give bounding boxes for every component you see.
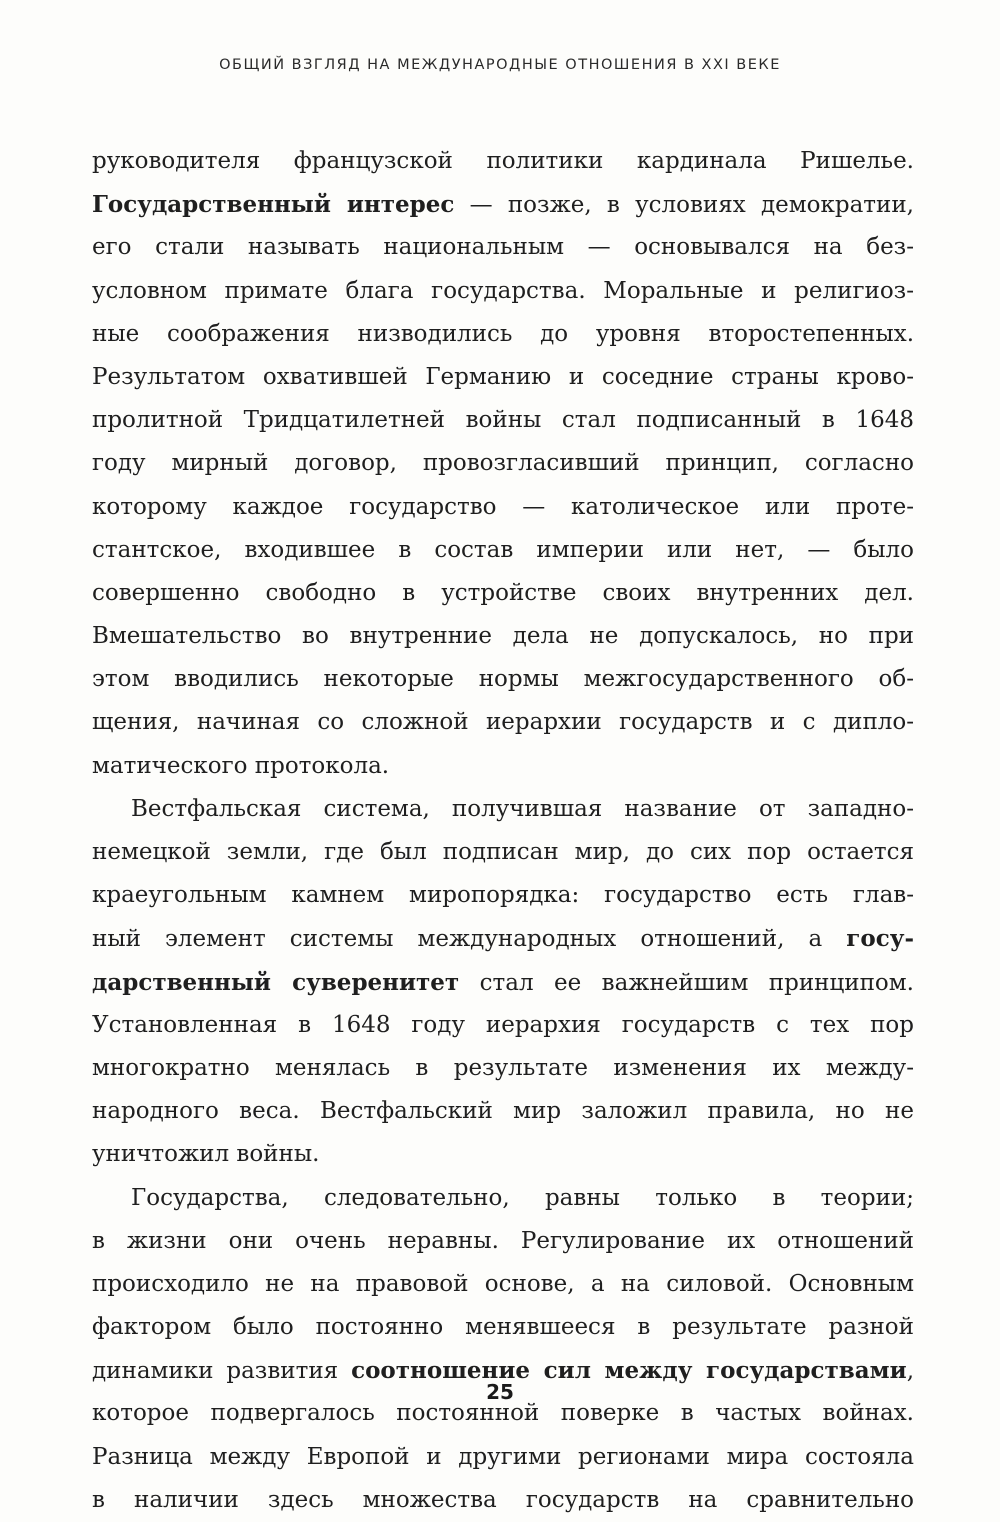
text-line: Результатом охватившей Германию и соседние страны крово- — [92, 363, 914, 390]
text-line: стантское, входившее в состав империи или нет, — было — [92, 536, 914, 563]
text-line — [92, 961, 914, 1004]
bold-term: дарственный суверенитет — [92, 968, 460, 996]
text-line: в наличии здесь множества государств на сравнительно — [92, 1486, 914, 1513]
body-text — [92, 140, 914, 1522]
text-line: уничтожил войны. — [92, 1141, 320, 1168]
text-span: — позже, в условиях демократии, — [454, 192, 914, 219]
text-line: щения, начиная со сложной иерархии государств и с дипло- — [92, 709, 914, 736]
text-line: Установленная в 1648 году иерархия государств с тех пор — [92, 1011, 914, 1038]
bold-term: Государственный интерес — [92, 191, 455, 219]
text-line: Разница между Европой и другими регионами мира состояла — [92, 1443, 914, 1470]
text-line: происходило не на правовой основе, а на силовой. Основным — [92, 1270, 914, 1297]
paragraph-first-line: Государства, следовательно, равны только в теории; — [131, 1184, 914, 1211]
text-line: пролитной Тридцатилетней войны стал подписанный в 1648 — [92, 407, 914, 434]
text-line: которому каждое государство — католическое или проте- — [92, 493, 914, 520]
page-number: 25 — [486, 1380, 514, 1404]
text-line: совершенно свободно в устройстве своих внутренних дел. — [92, 579, 914, 606]
text-line: народного веса. Вестфальский мир заложил правила, но не — [92, 1098, 914, 1125]
text-line: году мирный договор, провозгласивший принцип, согласно — [92, 450, 914, 477]
text-line — [92, 917, 914, 960]
text-span: динамики развития — [92, 1358, 352, 1385]
bold-term: госу- — [846, 925, 914, 953]
text-line: немецкой земли, где был подписан мир, до сих пор остается — [92, 839, 914, 865]
bold-term: соотношение сил между государствами — [351, 1357, 907, 1385]
text-line — [92, 183, 914, 226]
text-line: многократно менялась в результате изменения их между- — [92, 1054, 914, 1081]
text-span: , — [906, 1358, 914, 1385]
text-line: в жизни они очень неравны. Регулирование их отношений — [92, 1227, 914, 1254]
text-line: фактором было постоянно менявшееся в результате разной — [92, 1314, 914, 1341]
text-line: матического протокола. — [92, 752, 390, 779]
text-span: ный элемент системы международных отношений, а — [92, 926, 847, 953]
running-header: ОБЩИЙ ВЗГЛЯД НА МЕЖДУНАРОДНЫЕ ОТНОШЕНИЯ В XXI ВЕКЕ — [219, 57, 781, 73]
text-line: Вмешательство во внутренние дела не допускалось, но при — [92, 623, 914, 650]
text-line: которое подвергалось постоянной поверке в частых войнах. — [92, 1400, 914, 1427]
text-line: краеугольным камнем миропорядка: государство есть глав- — [92, 882, 914, 909]
text-span: стал ее важнейшим принципом. — [459, 969, 914, 996]
text-line: условном примате блага государства. Моральные и религиоз- — [92, 277, 914, 304]
text-line: ные соображения низводились до уровня второстепенных. — [92, 320, 914, 347]
text-line: руководителя французской политики кардинала Ришелье. — [92, 148, 914, 174]
text-line: его стали называть национальным — основывался на без- — [92, 234, 914, 261]
text-line: этом вводились некоторые нормы межгосударственного об- — [92, 666, 914, 693]
paragraph-first-line: Вестфальская система, получившая название от западно- — [131, 795, 914, 822]
